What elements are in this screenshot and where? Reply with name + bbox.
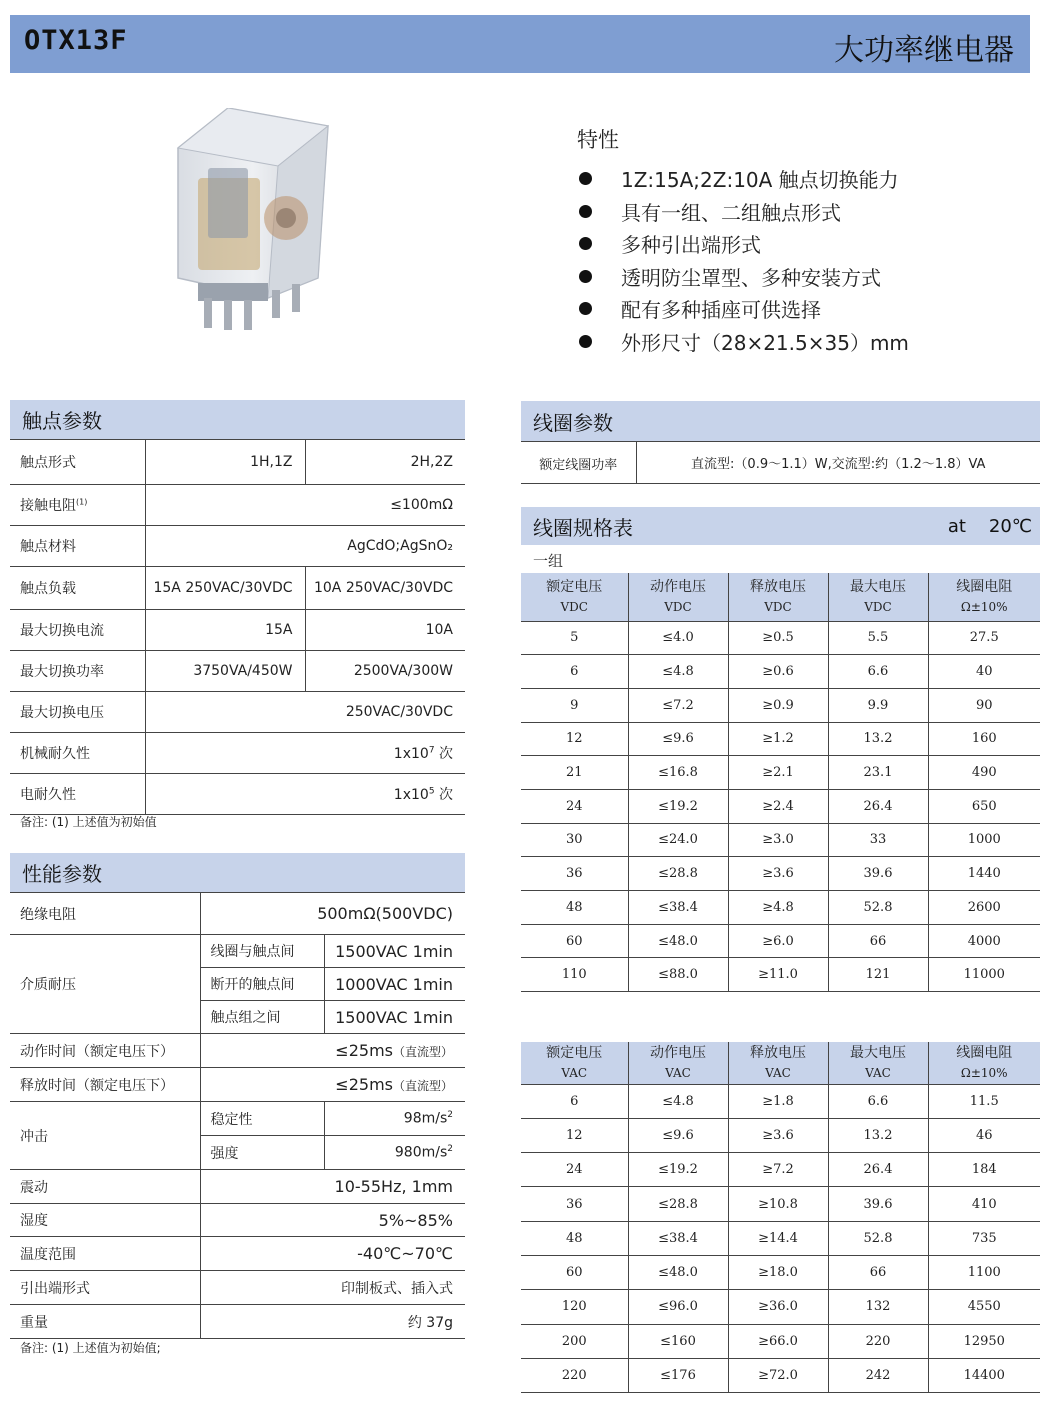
table-row: 引出端形式 印制板式、插入式 <box>10 1271 465 1305</box>
table-cell: 132 <box>828 1290 928 1324</box>
table-cell: 21 <box>521 756 628 790</box>
table-cell: ≤19.2 <box>628 1153 728 1187</box>
table-row: 最大切换功率 3750VA/450W 2500VA/300W <box>10 651 465 692</box>
features-section <box>577 124 1037 359</box>
table-cell: 46 <box>928 1118 1040 1152</box>
table-row <box>521 1084 1040 1118</box>
table-cell: 36 <box>521 1187 628 1221</box>
table-cell: 6.6 <box>828 1084 928 1118</box>
table-cell: 90 <box>928 688 1040 722</box>
table-row: 触点材料 AgCdO;AgSnO₂ <box>10 526 465 567</box>
table-row: 重量 约 37g <box>10 1305 465 1339</box>
coil-params-table <box>521 441 1040 484</box>
table-cell: ≥18.0 <box>728 1255 828 1289</box>
table-cell: 12950 <box>928 1324 1040 1358</box>
table-cell: 48 <box>521 891 628 925</box>
feature-item: 配有多种插座可供选择 <box>577 294 1037 327</box>
table-cell: 48 <box>521 1221 628 1255</box>
table-row <box>521 688 1040 722</box>
table-row: 触点形式 1H,1Z 2H,2Z <box>10 440 465 485</box>
table-cell: 120 <box>521 1290 628 1324</box>
table-cell: ≤38.4 <box>628 1221 728 1255</box>
table-row <box>521 756 1040 790</box>
table-cell: ≤16.8 <box>628 756 728 790</box>
at-label: at <box>947 515 966 537</box>
table-cell: 66 <box>828 924 928 958</box>
table-cell: 2600 <box>928 891 1040 925</box>
column-header: 线圈电阻 Ω±10% <box>928 573 1040 621</box>
table-cell: 9 <box>521 688 628 722</box>
table-cell: 410 <box>928 1187 1040 1221</box>
table-cell: ≥11.0 <box>728 958 828 992</box>
table-cell: 13.2 <box>828 1118 928 1152</box>
table-row: 绝缘电阻 500mΩ(500VDC) <box>10 893 465 935</box>
table-cell: 4550 <box>928 1290 1040 1324</box>
column-header: 释放电压 VAC <box>728 1042 828 1084</box>
table-row <box>521 1324 1040 1358</box>
table-cell: 735 <box>928 1221 1040 1255</box>
table-cell: 242 <box>828 1358 928 1392</box>
table-header-row <box>521 573 1040 621</box>
table-cell: ≥2.4 <box>728 789 828 823</box>
model-name: OTX13F <box>24 25 128 56</box>
table-cell: ≤28.8 <box>628 857 728 891</box>
table-cell: ≥0.9 <box>728 688 828 722</box>
table-row <box>521 722 1040 756</box>
table-row: 触点组之间 1500VAC 1min <box>10 1001 465 1034</box>
table-cell: ≤48.0 <box>628 924 728 958</box>
feature-item: 透明防尘罩型、多种安装方式 <box>577 262 1037 295</box>
table-row <box>521 1118 1040 1152</box>
table-cell: 26.4 <box>828 789 928 823</box>
table-row: 触点负载 15A 250VAC/30VDC 10A 250VAC/30VDC <box>10 567 465 610</box>
table-cell: 24 <box>521 1153 628 1187</box>
table-row <box>521 655 1040 689</box>
table-cell: ≥14.4 <box>728 1221 828 1255</box>
table-row: 机械耐久性 $1x10^7$ 次 <box>10 733 465 774</box>
table-cell: ≥66.0 <box>728 1324 828 1358</box>
performance-note: 备注: (1) 上述值为初始值; <box>20 1341 161 1355</box>
table-cell: 11000 <box>928 958 1040 992</box>
table-cell: ≥3.6 <box>728 1118 828 1152</box>
ac-coil-spec-table <box>521 1042 1040 1393</box>
table-row <box>521 1290 1040 1324</box>
contact-note: 备注: (1) 上述值为初始值 <box>20 815 157 829</box>
table-row <box>521 823 1040 857</box>
table-row: 额定线圈功率 直流型:（0.9～1.1）W,交流型:约（1.2～1.8）VA <box>521 442 1040 484</box>
column-header: 最大电压 VDC <box>828 573 928 621</box>
table-cell: ≥6.0 <box>728 924 828 958</box>
table-cell: 1000 <box>928 823 1040 857</box>
table-cell: ≤96.0 <box>628 1290 728 1324</box>
table-cell: 490 <box>928 756 1040 790</box>
table-cell: 39.6 <box>828 857 928 891</box>
table-cell: 24 <box>521 789 628 823</box>
table-row <box>521 1358 1040 1392</box>
table-row: 接触电阻$^{(1)}$ ≤100mΩ <box>10 485 465 526</box>
contact-params-table <box>10 439 465 815</box>
dc-coil-spec-table <box>521 573 1040 992</box>
table-cell: 26.4 <box>828 1153 928 1187</box>
table-cell: ≥3.0 <box>728 823 828 857</box>
reference-temperature: 20℃ <box>988 515 1032 537</box>
table-row <box>521 857 1040 891</box>
relay-product-image <box>168 108 336 338</box>
table-cell: ≤38.4 <box>628 891 728 925</box>
table-cell: ≥10.8 <box>728 1187 828 1221</box>
table-cell: ≤4.8 <box>628 655 728 689</box>
table-cell: 4000 <box>928 924 1040 958</box>
bullet-icon <box>579 270 592 283</box>
table-cell: 650 <box>928 789 1040 823</box>
table-cell: ≥0.6 <box>728 655 828 689</box>
features-list <box>577 164 1037 359</box>
table-cell: 6.6 <box>828 655 928 689</box>
table-cell: 66 <box>828 1255 928 1289</box>
table-cell: 40 <box>928 655 1040 689</box>
table-cell: 1100 <box>928 1255 1040 1289</box>
table-cell: 1440 <box>928 857 1040 891</box>
table-row: 动作时间（额定电压下） ≤25ms（直流型） <box>10 1034 465 1068</box>
table-header-row <box>521 1042 1040 1084</box>
table-row: 湿度 5%~85% <box>10 1204 465 1237</box>
table-cell: ≥2.1 <box>728 756 828 790</box>
table-cell: 11.5 <box>928 1084 1040 1118</box>
table-row: 电耐久性 $1x10^5$ 次 <box>10 774 465 815</box>
bullet-icon <box>579 237 592 250</box>
table-cell: 12 <box>521 722 628 756</box>
feature-item: 1Z:15A;2Z:10A 触点切换能力 <box>577 164 1037 197</box>
coil-params-header: 线圈参数 <box>521 401 1040 441</box>
table-cell: 9.9 <box>828 688 928 722</box>
table-cell: ≤160 <box>628 1324 728 1358</box>
table-row: 介质耐压 线圈与触点间 1500VAC 1min <box>10 935 465 968</box>
table-cell: 39.6 <box>828 1187 928 1221</box>
table-cell: ≥3.6 <box>728 857 828 891</box>
column-header: 线圈电阻 Ω±10% <box>928 1042 1040 1084</box>
table-cell: 23.1 <box>828 756 928 790</box>
table-cell: 12 <box>521 1118 628 1152</box>
product-type: 大功率继电器 <box>834 33 1014 68</box>
feature-item: 多种引出端形式 <box>577 229 1037 262</box>
column-header: 额定电压 VAC <box>521 1042 628 1084</box>
coil-spec-header: 线圈规格表 at 20℃ <box>521 507 1040 545</box>
bullet-icon <box>579 172 592 185</box>
table-cell: ≤4.0 <box>628 621 728 655</box>
table-cell: 200 <box>521 1324 628 1358</box>
table-cell: ≥1.2 <box>728 722 828 756</box>
table-row <box>521 1221 1040 1255</box>
table-cell: ≥7.2 <box>728 1153 828 1187</box>
table-cell: 52.8 <box>828 891 928 925</box>
column-header: 释放电压 VDC <box>728 573 828 621</box>
table-cell: 121 <box>828 958 928 992</box>
table-cell: 30 <box>521 823 628 857</box>
table-cell: 5.5 <box>828 621 928 655</box>
column-header: 最大电压 VAC <box>828 1042 928 1084</box>
column-header: 动作电压 VDC <box>628 573 728 621</box>
column-header: 动作电压 VAC <box>628 1042 728 1084</box>
table-cell: ≤19.2 <box>628 789 728 823</box>
table-row <box>521 1255 1040 1289</box>
table-row: 最大切换电压 250VAC/30VDC <box>10 692 465 733</box>
group-label: 一组 <box>533 552 564 570</box>
table-row: 温度范围 -40℃~70℃ <box>10 1237 465 1271</box>
title-bar <box>10 15 1030 73</box>
table-cell: 5 <box>521 621 628 655</box>
table-cell: 6 <box>521 1084 628 1118</box>
contact-params-header: 触点参数 <box>10 400 465 439</box>
table-row: 震动 10-55Hz, 1mm <box>10 1170 465 1204</box>
table-row: 强度 $980m/s^2$ <box>10 1136 465 1170</box>
table-cell: ≥72.0 <box>728 1358 828 1392</box>
table-row: 断开的触点间 1000VAC 1min <box>10 968 465 1001</box>
table-cell: ≤7.2 <box>628 688 728 722</box>
table-cell: 33 <box>828 823 928 857</box>
table-cell: 6 <box>521 655 628 689</box>
table-cell: 27.5 <box>928 621 1040 655</box>
table-cell: ≥0.5 <box>728 621 828 655</box>
performance-params-header: 性能参数 <box>10 853 465 892</box>
table-cell: ≤9.6 <box>628 1118 728 1152</box>
table-row: 最大切换电流 15A 10A <box>10 610 465 651</box>
table-cell: ≥4.8 <box>728 891 828 925</box>
bullet-icon <box>579 302 592 315</box>
column-header: 额定电压 VDC <box>521 573 628 621</box>
bullet-icon <box>579 205 592 218</box>
bullet-icon <box>579 335 592 348</box>
feature-item: 具有一组、二组触点形式 <box>577 197 1037 230</box>
table-cell: 14400 <box>928 1358 1040 1392</box>
table-cell: ≤48.0 <box>628 1255 728 1289</box>
table-row: 释放时间（额定电压下） ≤25ms（直流型） <box>10 1068 465 1102</box>
table-row <box>521 958 1040 992</box>
table-cell: 160 <box>928 722 1040 756</box>
table-cell: 36 <box>521 857 628 891</box>
table-cell: ≤176 <box>628 1358 728 1392</box>
table-cell: ≥36.0 <box>728 1290 828 1324</box>
table-cell: ≤24.0 <box>628 823 728 857</box>
table-cell: ≥1.8 <box>728 1084 828 1118</box>
table-cell: 220 <box>828 1324 928 1358</box>
table-row <box>521 789 1040 823</box>
table-cell: ≤88.0 <box>628 958 728 992</box>
table-cell: 110 <box>521 958 628 992</box>
table-row <box>521 891 1040 925</box>
table-row: 冲击 稳定性 $98m/s^2$ <box>10 1102 465 1136</box>
table-cell: ≤4.8 <box>628 1084 728 1118</box>
table-cell: 60 <box>521 1255 628 1289</box>
features-title: 特性 <box>577 128 619 152</box>
table-cell: 52.8 <box>828 1221 928 1255</box>
feature-item: 外形尺寸（28×21.5×35）mm <box>577 327 1037 360</box>
table-row <box>521 924 1040 958</box>
table-cell: 220 <box>521 1358 628 1392</box>
table-cell: ≤28.8 <box>628 1187 728 1221</box>
table-cell: ≤9.6 <box>628 722 728 756</box>
table-row <box>521 621 1040 655</box>
table-cell: 13.2 <box>828 722 928 756</box>
table-cell: 184 <box>928 1153 1040 1187</box>
performance-params-table <box>10 892 465 1339</box>
table-row <box>521 1187 1040 1221</box>
table-row <box>521 1153 1040 1187</box>
table-cell: 60 <box>521 924 628 958</box>
